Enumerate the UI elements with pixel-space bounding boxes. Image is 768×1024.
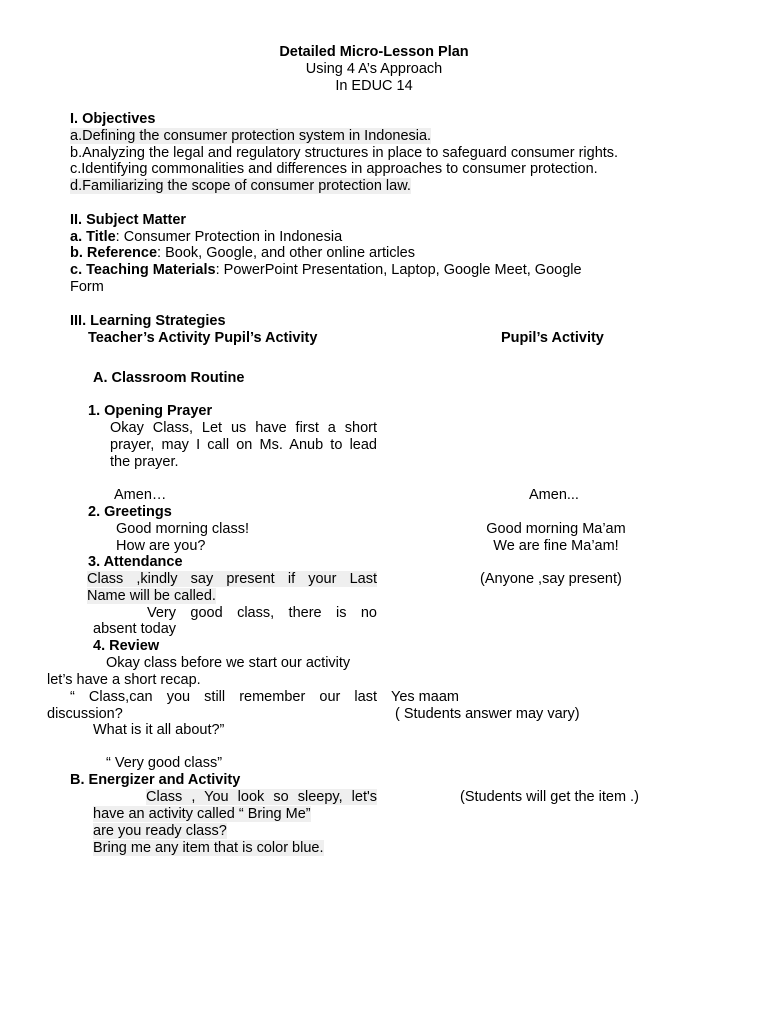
objective-item: c.Identifying commonalities and differences in approaches to consumer protection. <box>70 161 598 177</box>
energizer-line: Class , You look so sleepy, let's <box>146 789 377 805</box>
subject-materials-wrap: Form <box>70 279 104 295</box>
review-pupil-line: Yes maam <box>391 689 459 705</box>
page-subtitle: Using 4 A’s Approach <box>305 61 443 77</box>
teacher-column-header: Teacher’s Activity Pupil’s Activity <box>88 330 318 346</box>
classroom-routine-heading: A. Classroom Routine <box>93 370 245 386</box>
greeting-teacher-line: How are you? <box>116 538 206 554</box>
energizer-heading: B. Energizer and Activity <box>70 772 241 788</box>
energizer-pupil: (Students will get the item .) <box>460 789 639 805</box>
attendance-follow: absent today <box>93 621 177 637</box>
objective-item: a.Defining the consumer protection system in Indonesia. <box>70 128 432 144</box>
teacher-amen: Amen… <box>114 487 167 503</box>
objective-item: b.Analyzing the legal and regulatory structures in place to safeguard consumer rights. <box>70 145 619 161</box>
subject-title-label: a. Title <box>70 229 116 245</box>
review-line: let’s have a short recap. <box>47 672 201 688</box>
subject-materials-value: : PowerPoint Presentation, Laptop, Google Meet, Google <box>215 262 582 278</box>
course-line: In EDUC 14 <box>335 78 413 94</box>
prayer-line: prayer, may I call on Ms. Anub to lead <box>110 437 377 453</box>
objective-item: d.Familiarizing the scope of consumer protection law. <box>70 178 411 194</box>
page-title: Detailed Micro-Lesson Plan <box>279 44 469 60</box>
subject-reference-line <box>70 245 415 261</box>
energizer-line: have an activity called “ Bring Me” <box>93 806 311 822</box>
subject-title-value: : Consumer Protection in Indonesia <box>115 229 343 245</box>
objectives-heading: I. Objectives <box>70 111 156 127</box>
review-line: discussion? <box>47 706 123 722</box>
subject-materials-line <box>70 262 582 278</box>
prayer-line: Okay Class, Let us have first a short <box>110 420 377 436</box>
energizer-line: are you ready class? <box>93 823 227 839</box>
attendance-line: Name will be called. <box>87 588 216 604</box>
greetings-heading: 2. Greetings <box>88 504 172 520</box>
review-line: What is it all about?” <box>93 722 225 738</box>
strategies-heading: III. Learning Strategies <box>70 313 226 329</box>
opening-prayer-heading: 1. Opening Prayer <box>88 403 213 419</box>
subject-reference-label: b. Reference <box>70 245 158 261</box>
attendance-pupil: (Anyone ,say present) <box>480 571 622 587</box>
greeting-pupil-line: Good morning Ma’am <box>486 521 626 537</box>
energizer-line: Bring me any item that is color blue. <box>93 840 324 856</box>
pupil-amen: Amen... <box>529 487 579 503</box>
greeting-teacher-line: Good morning class! <box>116 521 249 537</box>
review-line: “ Very good class” <box>106 755 223 771</box>
prayer-line: the prayer. <box>110 454 179 470</box>
review-line: Okay class before we start our activity <box>106 655 351 671</box>
attendance-line: Class ,kindly say present if your Last <box>87 571 377 587</box>
attendance-heading: 3. Attendance <box>88 554 183 570</box>
attendance-follow: Very good class, there is no <box>147 605 377 621</box>
pupil-column-header: Pupil’s Activity <box>501 330 604 346</box>
subject-title-line <box>70 229 342 245</box>
review-line: “ Class,can you still remember our last <box>70 689 377 705</box>
review-pupil-line: ( Students answer may vary) <box>395 706 580 722</box>
review-heading: 4. Review <box>93 638 160 654</box>
subject-matter-heading: II. Subject Matter <box>70 212 187 228</box>
greeting-pupil-line: We are fine Ma’am! <box>493 538 619 554</box>
subject-materials-label: c. Teaching Materials <box>70 262 216 278</box>
subject-reference-value: : Book, Google, and other online articles <box>157 245 415 261</box>
